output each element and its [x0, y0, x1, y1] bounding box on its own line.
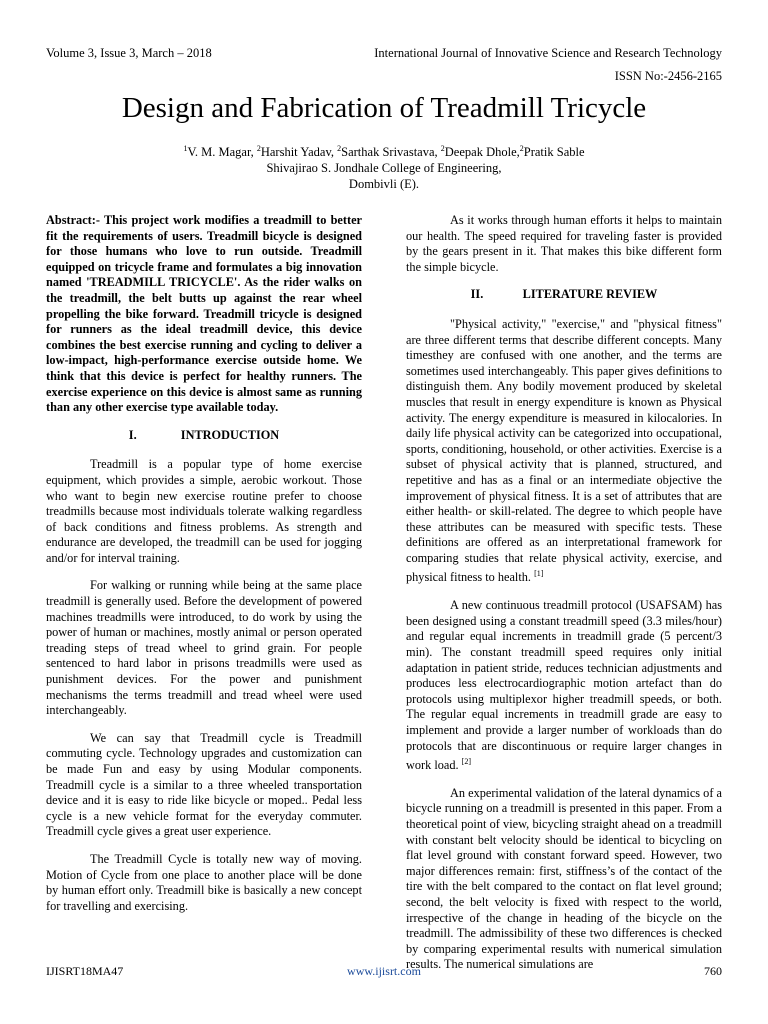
section-heading-literature-review: [406, 287, 722, 303]
author-name: Pratik Sable: [523, 145, 585, 160]
author-name: V. M. Magar,: [187, 145, 257, 160]
intro-paragraph: The Treadmill Cycle is totally new way of moving. Motion of Cycle from one place to another place will be done by human effort only. Treadmill bike is basically a new concept for travelling and exercising.: [46, 851, 362, 913]
paper-code: IJISRT18MA47: [46, 964, 124, 978]
author-affiliation-mark: 2: [519, 144, 524, 153]
paper-title: Design and Fabrication of Treadmill Tricycle: [121, 92, 647, 124]
author-college: Shivajirao S. Jondhale College of Engineering,: [266, 161, 502, 176]
issn-number: ISSN No:-2456-2165: [614, 69, 722, 83]
author-affiliation-mark: 2: [256, 144, 261, 153]
page-number: 760: [704, 964, 722, 978]
right-column: [406, 213, 722, 985]
journal-volume: Volume 3, Issue 3, March – 2018: [46, 46, 212, 60]
intro-continuation-paragraph: As it works through human efforts it helps to maintain our health. The speed required for traveling faster is provided by the gears present in it. That makes this bike different form the simple bicycle.: [406, 213, 722, 274]
citation-reference: [2]: [461, 757, 471, 767]
section-number: II.: [470, 287, 484, 302]
author-city: Dombivli (E).: [348, 177, 420, 192]
author-name: Deepak Dhole,: [444, 145, 520, 160]
author-block: [0, 141, 768, 192]
paragraph-text: "Physical activity," "exercise," and "physical fitness" are three different terms that describe different concepts. Many timesthey are confused with one another, and the terms are sometimes used interchangeably. This paper gives definitions to distinguish them. Any bodily movement produced by skeletal muscles that result in energy expenditure is known as Physical activity. The energy expenditure is measured in kilocalories. In daily life physical activity can be categorized into occupational, sports, conditioning, household, or other activities. Exercise is a subset of physical activity that is planned, structured, and repetitive and has as a final or an intermediate objective the improvement of physical fitness. It is a set of attributes that are either health- or skill-related. The degree to which people have these attributes can be measured with specific tests. These definitions are offered as an interpretational framework for comparing studies that relate physical activity, exercise, and physical fitness to health.: [406, 316, 722, 585]
abstract-text: Abstract:- This project work modifies a treadmill to better fit the requirements of users. Treadmill bicycle is designed for those humans who love to run outside. Treadmill equipped on tricycle frame and formulates a big innovation named 'TREADMILL TRICYCLE'. As the rider walks on the treadmill, the belt butts up against the rear wheel propelling the bike forward. Treadmill tricycle is designed for runners as the ideal treadmill device, this device combines the best exercise running and cycling to deliver a low-impact, high-performance exercise outside home. We think that this device is perfect for healthy runners. The exercise experience on this device is almost same as running than any other exercise type available today.: [46, 213, 362, 415]
author-affiliation-mark: 2: [337, 144, 342, 153]
section-number: I.: [128, 427, 137, 442]
intro-paragraph: Treadmill is a popular type of home exercise equipment, which provides a simple, aerobic workout. Those who want to begin new exercise routine prefer to choose treadmills because most individuals tolerate walking regardless of back conditions and fitness problems. As strength and endurance are developed, the treadmill can be used for jogging and/or for interval training.: [46, 457, 362, 565]
literature-paragraph: [406, 317, 722, 586]
intro-paragraph: We can say that Treadmill cycle is Treadmill commuting cycle. Technology upgrades and customization can be made Fun and easy by using Modular components. Treadmill cycle is a similar to a three wheeled transportation device and it is easy to ride like bicycle or moped.. Pedal less cycle is a new vehicle format for the everyday commuter. Treadmill cycle gives a great user experience.: [46, 730, 362, 839]
journal-website-link[interactable]: www.ijisrt.com: [347, 964, 421, 978]
author-affiliation-mark: 1: [183, 144, 188, 153]
journal-name: International Journal of Innovative Science and Research Technology: [374, 46, 722, 60]
section-heading-introduction: [46, 428, 362, 444]
author-name: Sarthak Srivastava,: [341, 145, 441, 160]
literature-paragraph: An experimental validation of the lateral dynamics of a bicycle running on a treadmill is presented in this paper. From a theoretical point of view, bicycling straight ahead on a treadmill with constant belt velocity should be identical to bicycling on flat level ground with constant forward speed. However, two major differences remain: first, stiffness’s of the contact of the tire with the belt compared to the contact on flat level ground; second, the belt velocity is fixed with respect to the world, irrespective of the change in heading of the bicycle on the treadmill. The admissibility of these two differences is checked by comparing experimental results with numerical simulation results. The numerical simulations are: [406, 785, 722, 972]
author-list: [0, 141, 768, 160]
section-title: INTRODUCTION: [180, 427, 280, 442]
intro-paragraph: For walking or running while being at the same place treadmill is generally used. Before the development of powered machines treadmills were introduced, to do work by using the power of human or machines, mostly animal or person operated treading steps of tread wheel to grind grain. For people sentenced to hard labor in prisons treadmills were used as punishment devices. For the power and punishment mechanisms the terms treadmill and tread wheel were used interchangeably.: [46, 578, 362, 718]
section-title: LITERATURE REVIEW: [522, 287, 658, 302]
author-name: Harshit Yadav,: [260, 145, 338, 160]
left-column: [46, 213, 362, 926]
author-affiliation-mark: 2: [440, 144, 445, 153]
literature-paragraph: [406, 598, 722, 774]
paragraph-text: A new continuous treadmill protocol (USAFSAM) has been designed using a constant treadmill speed (3.3 miles/hour) and regular equal increments in treadmill grade (5 percent/3 min). The constant treadmill speed requires only initial adaptation in patient stride, reduces technician adjustments and produces less electrocardiographic motion artefact than do protocols using multiplexor higher treadmill speeds, or both. The regular equal increments in treadmill grade are easy to implement and provide a larger number of workloads than do protocols that are discontinuous or require larger changes in work load.: [406, 598, 722, 773]
citation-reference: [1]: [534, 569, 544, 579]
